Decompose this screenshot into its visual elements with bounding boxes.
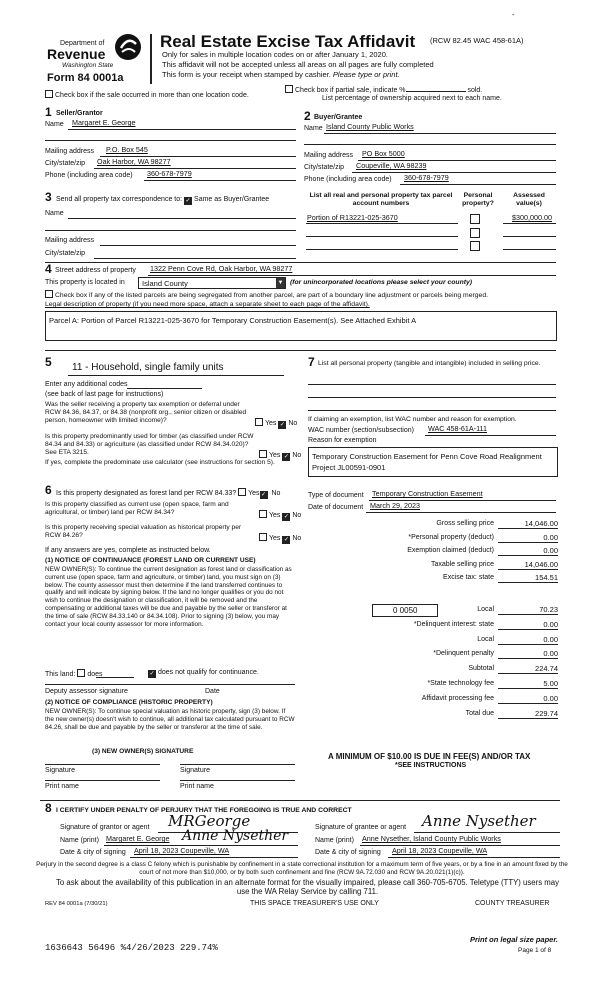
does-not-row: ✓ does not qualify for continuance. (149, 669, 259, 677)
tax-row-2-line (498, 614, 558, 615)
tax-row-2-label: Local (477, 606, 494, 613)
s3-name-line-2 (45, 230, 296, 231)
assessed-line-2 (503, 236, 556, 237)
section-1-number: 1 (45, 105, 52, 119)
personal-col-header: Personal property? (462, 192, 494, 208)
seller-name-line-2 (45, 140, 296, 141)
grantee-sig-label: Signature of grantee or agent (315, 824, 407, 831)
parcel-col-header: List all real and personal property tax parcel account numbers (309, 192, 453, 208)
assessed-line-1 (503, 223, 556, 224)
grantee-date-line (388, 857, 560, 858)
tax-row-value[interactable]: 0.00 (543, 532, 558, 542)
historic-question: Is this property receiving special valuation as historical property per RCW 84.26? (45, 524, 242, 539)
buyer-name-label: Name (304, 125, 323, 132)
farm-question: Is this property predominantly used for timber (as classified under RCW 84.34 and 84.33) or agriculture (as classified under RCW 84.34.020)? See ETA 3215. (45, 433, 254, 456)
see-instructions: *SEE INSTRUCTIONS (395, 762, 467, 769)
legal-description: Parcel A: Portion of Parcel R13221-025-3670 for Temporary Construction Easement(s). See Attached Exhibit A (49, 316, 417, 325)
current-use-question: Is this property classified as current use (open space, farm and agricultural, or timber) land per RCW 84.34? (45, 501, 229, 516)
parcel-line-2 (306, 236, 458, 237)
bla-row: Check box if any of the listed parcels are being segregated from another parcel, are part of a boundary line adjustment or parcels being merged. (45, 290, 488, 300)
exempt-no-checkbox[interactable]: ✓ (279, 422, 285, 428)
forest-no-checkbox[interactable]: ✓ (261, 492, 267, 498)
buyer-heading: Buyer/Grantee (314, 114, 363, 121)
owner-print-line-1 (45, 780, 160, 781)
grantor-date-line (130, 857, 298, 858)
notice-3-heading: (3) NEW OWNER(S) SIGNATURE (92, 748, 194, 755)
seller-heading: Seller/Grantor (56, 110, 103, 117)
multi-location-row: Check box if the sale occurred in more than one location code. (45, 90, 249, 100)
wac-line (425, 435, 556, 436)
grantee-signature: Anne Nysether (422, 812, 536, 830)
section-8-number: 8 (45, 801, 52, 815)
uninc-note: (for unincorporated locations please select your county) (290, 279, 473, 286)
owner-sig-label-2: Signature (180, 767, 210, 774)
chevron-down-icon: ▼ (277, 280, 284, 286)
bla-checkbox[interactable] (45, 290, 53, 298)
doc-type[interactable]: Temporary Construction Easement (372, 489, 483, 498)
tax-row-2-label: Local (477, 635, 494, 643)
doc-type-label: Type of document (308, 492, 364, 499)
doc-date[interactable]: March 29, 2023 (370, 501, 420, 510)
title-cite: (RCW 82.45 WAC 458-61A) (430, 36, 524, 45)
section-3-bottom-rule (45, 262, 556, 263)
personal-property-text: List all personal property (tangible and intangible) included in selling price. (318, 360, 541, 367)
buyer-city-label: City/state/zip (304, 164, 345, 171)
page-title: Real Estate Excise Tax Affidavit (160, 32, 416, 51)
certify-text: I CERTIFY UNDER PENALTY OF PERJURY THAT THE FOREGOING IS TRUE AND CORRECT (56, 807, 352, 814)
claim-note: If claiming an exemption, list WAC number and reason for exemption. (308, 416, 517, 423)
seller-city-line (94, 168, 296, 169)
tax-row-2-line (498, 644, 558, 645)
located-label: This property is located in (45, 279, 125, 286)
buyer-mail[interactable]: PO Box 5000 (362, 149, 405, 158)
seller-phone-label: Phone (including area code) (45, 172, 133, 179)
tax-row-2-line (498, 673, 558, 674)
deputy-label: Deputy assessor signature (45, 688, 128, 695)
tax-row-value[interactable]: 14,046.00 (524, 519, 558, 528)
owner-print-label-1: Print name (45, 783, 79, 790)
section-5-number: 5 (45, 355, 52, 369)
exempt-question: Was the seller receiving a property tax exemption or deferral under RCW 84.36, 84.37, or 84.38 (nonprofit org., senior citizen or disabled person, homeowner with limited income)? (45, 401, 247, 424)
owner-sig-line-1 (45, 764, 160, 765)
legal-size-note: Print on legal size paper. (470, 935, 558, 944)
owner-print-label-2: Print name (180, 783, 214, 790)
owner-print-line-2 (180, 780, 295, 781)
s3-mail-label: Mailing address (45, 237, 95, 244)
tax-row-2-label: Subtotal (468, 665, 494, 673)
street-address[interactable]: 1322 Penn Cove Rd, Oak Harbor, WA 98277 (150, 264, 293, 273)
parcel-line-3 (306, 249, 458, 250)
addl-codes-label: Enter any additional codes (45, 381, 128, 388)
tax-row-2-value[interactable]: 0.00 (543, 634, 558, 644)
tax-row-line (498, 582, 558, 583)
location-code: 0 0050 (393, 606, 418, 615)
seller-phone[interactable]: 360-678-7979 (147, 169, 192, 178)
owner-sig-label-1: Signature (45, 767, 75, 774)
historic-no-checkbox[interactable]: ✓ (283, 537, 289, 543)
buyer-phone-line (400, 184, 556, 185)
section-4-bottom-rule (45, 350, 556, 351)
s3-city-line (94, 258, 296, 259)
s3-mail-line (100, 245, 296, 246)
partial-sale-row: Check box if partial sale, indicate % sold. (285, 85, 482, 95)
corner-dash: - (512, 12, 515, 19)
grantee-date-label: Date & city of signing (315, 849, 381, 856)
grantee-date[interactable]: April 18, 2023 Coupeville, WA (392, 846, 488, 855)
tax-row-2-label: *Delinquent interest: state (413, 620, 494, 628)
buyer-name-line (324, 133, 556, 134)
buyer-city-line (352, 172, 556, 173)
street-label: Street address of property (55, 267, 136, 274)
farm-no-checkbox[interactable]: ✓ (283, 454, 289, 460)
grantor-date[interactable]: April 18, 2023 Coupeville, WA (134, 846, 230, 855)
tax-row-2-line (498, 658, 558, 659)
buyer-name-line-2 (304, 144, 556, 145)
seller-name[interactable]: Margaret E. George (72, 118, 136, 127)
multi-location-checkbox[interactable] (45, 90, 53, 98)
buyer-phone-label: Phone (including area code) (304, 176, 392, 183)
assessed-line-3 (503, 249, 556, 250)
tax-row-2-line (498, 703, 558, 704)
minimum-note: A MINIMUM OF $10.00 IS DUE IN FEE(S) AND/OR TAX (328, 752, 531, 761)
tax-row-value[interactable]: 0.00 (543, 546, 558, 555)
tax-row-2-value[interactable]: 0.00 (543, 619, 558, 629)
buyer-mail-label: Mailing address (304, 152, 354, 159)
land-does-checkbox[interactable] (77, 669, 85, 677)
tax-row-value[interactable]: 154.51 (535, 573, 558, 582)
parcel-1[interactable]: Portion of R13221-025-3670 (307, 213, 398, 222)
owner-sig-line-2 (180, 764, 295, 765)
dept-label: Department of (60, 40, 105, 47)
header-note-1: Only for sales in multiple location codes on or after January 1, 2020. (162, 50, 388, 59)
header-divider (150, 34, 152, 84)
rev-number: REV 84 0001a (7/30/21) (45, 901, 108, 907)
s3-name-label: Name (45, 210, 64, 217)
grantor-name[interactable]: Margaret E. George (106, 834, 170, 843)
tax-row-2-value[interactable]: 229.74 (535, 708, 558, 718)
s3-city-label: City/state/zip (45, 250, 86, 257)
buyer-phone[interactable]: 360-678-7979 (404, 173, 449, 182)
forest-question: Is this property designated as forest land per RCW 84.33? Yes✓ No (56, 490, 281, 498)
deputy-line (45, 684, 295, 685)
parcel-line-1 (306, 223, 458, 224)
accessibility-note: To ask about the availability of this publication in an alternate format for the visually impaired, please call 360-705-6705. Teletype (TTY) users may use the WA Relay Service by calling 711. (55, 878, 560, 897)
treasurer-use: THIS SPACE TREASURER'S USE ONLY (250, 900, 379, 907)
if-yes-note: If any answers are yes, complete as instructed below. (45, 547, 211, 554)
tax-row-line (498, 555, 558, 556)
assessed-col-header: Assessed value(s) (513, 192, 545, 208)
historic-yes-checkbox[interactable] (259, 533, 267, 541)
farm-yes-no: Yes ✓ No (259, 450, 301, 461)
grantor-name-signature: Anne Nysether (182, 828, 289, 844)
tax-row-2-label: Total due (465, 709, 494, 717)
exempt-yes-no: Yes ✓ No (255, 418, 297, 429)
section-6-number: 6 (45, 483, 52, 497)
s7-line-3 (308, 410, 556, 411)
seller-city-label: City/state/zip (45, 160, 86, 167)
use-code[interactable]: 11 - Household, single family units (72, 362, 224, 373)
s7-line-2 (308, 397, 556, 398)
seller-mail-label: Mailing address (45, 148, 95, 155)
farm-yes-checkbox[interactable] (259, 450, 267, 458)
reason-text: Temporary Construction Easement for Penn Cove Road Realignment Project JL00591-0901 (312, 452, 542, 473)
seller-mail[interactable]: P.O. Box 545 (106, 145, 148, 154)
grantee-sig-line (414, 832, 560, 833)
s7-line-1 (308, 384, 556, 385)
reason-label: Reason for exemption (308, 437, 377, 444)
tax-row-2-value[interactable]: 0.00 (543, 649, 558, 659)
tax-row-2-value[interactable]: 5.00 (543, 679, 558, 688)
tax-row-2-label: *State technology fee (427, 680, 494, 687)
tax-row-label: Gross selling price (436, 520, 494, 527)
section-2-number: 2 (304, 109, 311, 123)
tax-row-line (498, 528, 558, 529)
seller-phone-line (144, 180, 296, 181)
perjury-notice: Perjury in the second degree is a class C felony which is punishable by confinement in a state correctional institution for a maximum term of five years, or by a fine in an amount fixed by the court of not more than $10,000, or by both such confinement and fine (RCW 9A.72.030 and RCW 9A.20.021(1)(c)). (36, 861, 568, 876)
current-use-yes-checkbox[interactable] (259, 510, 267, 518)
revenue-logo-icon (113, 32, 143, 62)
farm-question-2: If yes, complete the predominate use calculator (see instructions for section 5). (45, 459, 275, 466)
see-last-page: (see back of last page for instructions) (45, 391, 164, 398)
county-treasurer: COUNTY TREASURER (475, 900, 550, 907)
tax-row-2-label: Affidavit processing fee (421, 694, 494, 702)
tax-row-label: Exemption claimed (deduct) (407, 547, 494, 554)
notice-1-heading: (1) NOTICE OF CONTINUANCE (FOREST LAND OR CURRENT USE) (45, 557, 256, 564)
tax-row-line (498, 542, 558, 543)
seller-name-label: Name (45, 121, 64, 128)
form-number: Form 84 0001a (47, 72, 124, 84)
use-code-line (68, 375, 284, 376)
personal-checkbox-2[interactable] (470, 228, 480, 238)
notice-2-body: NEW OWNER(S): To continue special valuation as historic property, sign (3) below. If the new owner(s) doesn't wish to continue, all additional tax calculated pursuant to RCW 84.26, shall be due and payable by the seller or transferor at the time of sale. (45, 708, 295, 731)
street-line (148, 275, 556, 276)
tax-row-2-value[interactable]: 70.23 (539, 605, 558, 614)
tax-row-label: *Personal property (deduct) (408, 533, 494, 541)
forest-yes-checkbox[interactable] (238, 488, 246, 496)
tax-row-2-label: *Delinquent penalty (433, 650, 494, 658)
grantor-sig-label: Signature of grantor or agent (60, 824, 150, 831)
doc-date-label: Date of document (308, 504, 364, 511)
grantor-signature: MRGeorge (168, 812, 251, 830)
header-note-2: This affidavit will not be accepted unless all areas on all pages are fully completed (162, 60, 434, 69)
addl-codes-line (127, 388, 202, 389)
partial-sale-checkbox[interactable] (285, 85, 293, 93)
current-use-no-checkbox[interactable]: ✓ (283, 514, 289, 520)
tax-row-label: Taxable selling price (430, 560, 494, 568)
personal-checkbox-1[interactable] (470, 214, 480, 224)
buyer-name[interactable]: Island County Public Works (326, 122, 414, 131)
tax-row-label: Excise tax: state (443, 574, 494, 581)
this-land-line (96, 677, 134, 678)
section-7-number: 7 (308, 355, 315, 369)
location-code-box[interactable] (372, 604, 438, 617)
grantor-date-label: Date & city of signing (60, 849, 126, 856)
section-4-number: 4 (45, 262, 52, 276)
section-3-number: 3 (45, 190, 52, 204)
tax-row-2-value[interactable]: 0.00 (543, 693, 558, 703)
notice-1-body: NEW OWNER(S): To continue the current designation as forest land or classification as current use (open space, farm and agriculture, or timber) land, you must sign on (3) below. The county assessor must then determine if the land transferred continues to qualify and will indicate by signing below. If the land no longer qualifies or you do not wish to continue the designation or classification, it will be removed and the compensating or additional taxes will be due and payable by the seller or transferor at the time of sale (RCW 84.33.140 or 84.34.108). Prior to signing (3) below, you may contact your local county assessor for more information. (45, 566, 292, 628)
current-use-yes-no: Yes ✓ No (259, 510, 301, 521)
land-does-not-checkbox[interactable]: ✓ (149, 671, 155, 677)
assessed-value-1[interactable]: $300,000.00 (512, 213, 552, 222)
county-value: Island County (142, 279, 188, 288)
correspondence-text: Send all property tax correspondence to: ✓ Same as Buyer/Grantee (56, 196, 270, 204)
seller-city[interactable]: Oak Harbor, WA 98277 (97, 157, 171, 166)
buyer-city[interactable]: Coupeville, WA 98239 (356, 161, 427, 170)
tax-row-2-line (498, 629, 558, 630)
historic-yes-no: Yes ✓ No (259, 533, 301, 544)
grantee-name[interactable]: Anne Nysether, Island County Public Works (362, 834, 501, 843)
county-select[interactable] (138, 277, 286, 289)
wac-number[interactable]: WAC 458-61A-111 (428, 424, 487, 433)
legal-label: Legal description of property (if you need more space, attach a separate sheet to each page of the affidavit). (45, 301, 370, 308)
seller-name-line (68, 129, 296, 130)
grantor-name-label: Name (print) (60, 837, 99, 844)
notice-2-heading: (2) NOTICE OF COMPLIANCE (HISTORIC PROPERTY) (45, 699, 213, 706)
legal-description-box[interactable] (45, 311, 557, 341)
deputy-date-label: Date (205, 688, 220, 695)
page-number: Page 1 of 8 (518, 947, 552, 954)
ownership-note: List percentage of ownership acquired next to each name. (322, 95, 502, 102)
reason-box[interactable] (308, 447, 558, 477)
tax-row-value[interactable]: 14,046.00 (524, 559, 558, 569)
s3-name-line (68, 218, 296, 219)
tax-row-2-line (498, 688, 558, 689)
this-land-row: This land: does (45, 671, 103, 678)
header-note-3: This form is your receipt when stamped by cashier. Please type or print. (162, 70, 400, 79)
doc-date-line (366, 512, 556, 513)
same-as-buyer-checkbox[interactable]: ✓ (185, 198, 191, 204)
section-8-top-rule (40, 800, 560, 801)
state-label: Washington State (62, 62, 114, 69)
personal-checkbox-3[interactable] (470, 241, 480, 251)
tax-row-line (498, 569, 558, 570)
revenue-logo-text: Revenue (47, 46, 106, 62)
tax-row-2-value[interactable]: 224.74 (535, 664, 558, 674)
wac-label: WAC number (section/subsection) (308, 427, 414, 434)
grantee-name-label: Name (print) (315, 837, 354, 844)
tax-row-2-line (498, 718, 558, 719)
receipt-stamp: 1636643 56496 %4/26/2023 229.74% (45, 943, 218, 953)
exempt-yes-checkbox[interactable] (255, 418, 263, 426)
header-note-3-italic: Please type or print. (332, 70, 400, 79)
